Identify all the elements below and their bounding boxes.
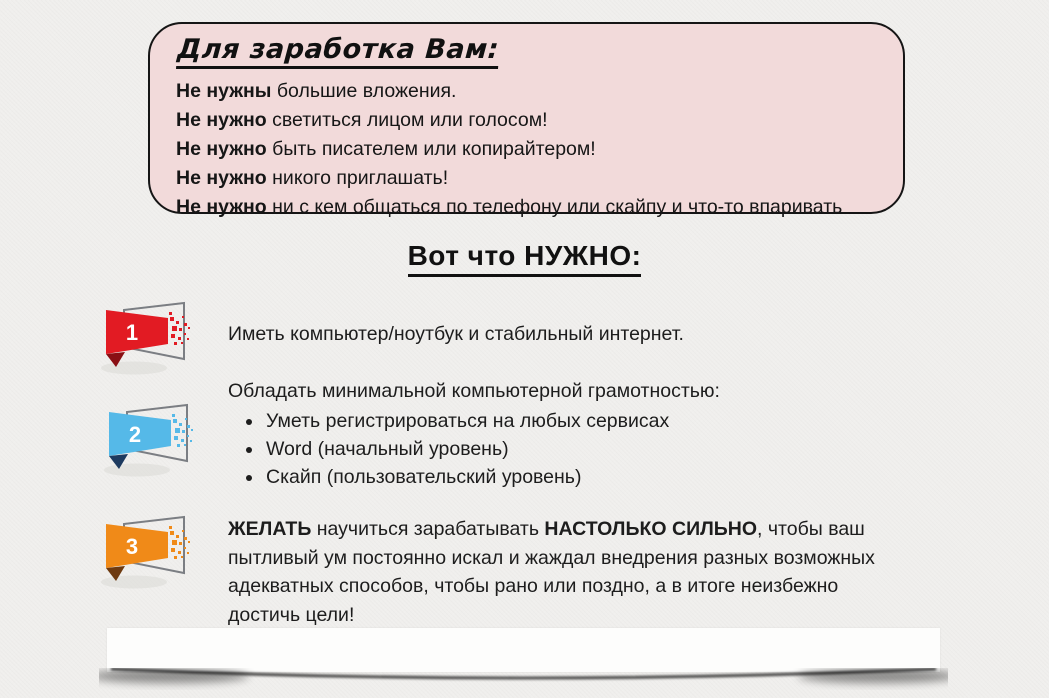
banner-shape — [106, 524, 190, 568]
banner-shape — [106, 310, 190, 354]
intro-line: Не нужно никого приглашать! — [176, 167, 449, 189]
item-3-text: ЖЕЛАТЬ научиться зарабатывать НАСТОЛЬКО СИЛЬНО, чтобы ваш пытливый ум постоянно искал и жаждал внедрения разных возможных адекватных способов, чтобы рано или поздно, а в итоге неизбежно достичь цели! — [228, 518, 875, 626]
item-2-lead: Обладать минимальной компьютерной грамотностью: — [228, 380, 720, 402]
item-number: 3 — [125, 534, 139, 559]
item-number: 1 — [125, 320, 139, 345]
bullet-item: • Word (начальный уровень) — [264, 435, 720, 463]
intro-line: Не нужно светиться лицом или голосом! — [176, 109, 548, 131]
bullet-item: • Уметь регистрироваться на любых сервисах — [264, 407, 720, 435]
intro-box — [148, 22, 905, 218]
icon-shadow — [101, 576, 167, 589]
paper-curl-shadow — [99, 668, 948, 698]
bullet-item: • Скайп (пользовательский уровень) — [264, 463, 720, 491]
section-heading: Вот что НУЖНО: — [408, 240, 642, 277]
item-1-text: Иметь компьютер/ноутбук и стабильный интернет. — [228, 323, 684, 345]
item-number: 2 — [128, 422, 142, 447]
icon-shadow — [101, 362, 167, 375]
item-2-text — [228, 377, 720, 491]
flag-banner-icon-3 — [94, 511, 196, 591]
intro-line: Не нужны большие вложения. — [176, 80, 457, 102]
flag-banner-icon-2 — [97, 399, 199, 479]
intro-box-title: Для заработка Вам: — [176, 34, 500, 69]
banner-shape — [109, 412, 193, 456]
icon-shadow — [104, 464, 170, 477]
intro-line: Не нужно ни с кем общаться по телефону или скайпу и что-то впаривать — [176, 196, 843, 218]
paper-sheet — [107, 628, 940, 672]
intro-line: Не нужно быть писателем или копирайтером! — [176, 138, 596, 160]
section-heading-wrap — [0, 240, 1049, 277]
flag-banner-icon-1 — [94, 297, 196, 377]
item-2-bullet-list — [228, 407, 720, 491]
